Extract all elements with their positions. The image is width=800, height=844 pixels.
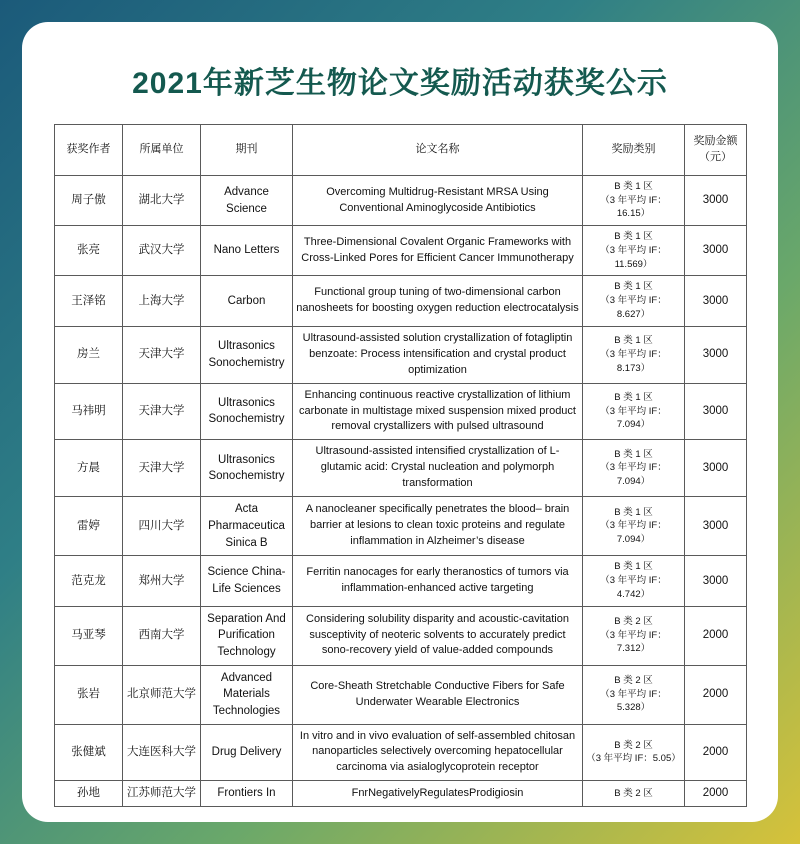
award-type-class: B 类 2 区 bbox=[614, 615, 653, 627]
cell-unit: 武汉大学 bbox=[123, 226, 201, 276]
cell-award-type bbox=[583, 276, 685, 326]
cell-author: 孙地 bbox=[55, 781, 123, 807]
cell-paper: FnrNegativelyRegulatesProdigiosin bbox=[293, 781, 583, 807]
table-row bbox=[55, 175, 747, 225]
cell-amount: 2000 bbox=[685, 724, 747, 781]
cell-journal: Ultrasonics Sonochemistry bbox=[201, 440, 293, 497]
award-type-impact-factor: （3 年平均 IF：5.328） bbox=[600, 688, 667, 714]
cell-author: 张健斌 bbox=[55, 724, 123, 781]
cell-journal: Separation And Purification Technology bbox=[201, 606, 293, 665]
cell-author: 方晨 bbox=[55, 440, 123, 497]
column-header-amount bbox=[685, 125, 747, 176]
award-table bbox=[54, 124, 747, 807]
cell-unit: 郑州大学 bbox=[123, 556, 201, 606]
column-header-paper: 论文名称 bbox=[293, 125, 583, 176]
cell-award-type bbox=[583, 665, 685, 724]
cell-paper: Functional group tuning of two-dimensional carbon nanosheets for boosting oxygen reduction electrocatalysis bbox=[293, 276, 583, 326]
cell-paper: Core-Sheath Stretchable Conductive Fibers for Safe Underwater Wearable Electronics bbox=[293, 665, 583, 724]
cell-award-type bbox=[583, 556, 685, 606]
cell-journal: Acta Pharmaceutica Sinica B bbox=[201, 497, 293, 556]
cell-award-type bbox=[583, 326, 685, 383]
column-header-type: 奖励类别 bbox=[583, 125, 685, 176]
cell-amount: 3000 bbox=[685, 440, 747, 497]
cell-unit: 西南大学 bbox=[123, 606, 201, 665]
cell-award-type bbox=[583, 606, 685, 665]
cell-award-type bbox=[583, 226, 685, 276]
award-type-impact-factor: （3 年平均 IF：7.094） bbox=[600, 405, 667, 431]
cell-paper: A nanocleaner specifically penetrates the blood– brain barrier at lesions to clean toxic proteins and regulate inflammation in Alzheimer’s disease bbox=[293, 497, 583, 556]
table-row bbox=[55, 276, 747, 326]
table-row bbox=[55, 724, 747, 781]
table-row bbox=[55, 556, 747, 606]
page-title: 2021年新芝生物论文奖励活动获奖公示 bbox=[132, 67, 668, 100]
column-header-journal: 期刊 bbox=[201, 125, 293, 176]
award-type-class: B 类 1 区 bbox=[614, 180, 653, 192]
cell-award-type bbox=[583, 175, 685, 225]
cell-paper: Considering solubility disparity and acoustic-cavitation susceptivity of neoteric solvents to accurately predict sono-recovery yield of value-added compounds bbox=[293, 606, 583, 665]
cell-paper: Enhancing continuous reactive crystallization of lithium carbonate in multistage mixed suspension mixed product removal crystallizers with pulsed ultrasound bbox=[293, 383, 583, 440]
award-type-impact-factor: （3 年平均 IF：11.569） bbox=[600, 244, 667, 270]
award-type-class: B 类 1 区 bbox=[614, 561, 653, 573]
award-type-impact-factor: （3 年平均 IF：8.627） bbox=[600, 295, 667, 320]
award-type-impact-factor: （3 年平均 IF：8.173） bbox=[600, 348, 667, 374]
cell-paper: Ferritin nanocages for early theranostics of tumors via inflammation-enhanced active targeting bbox=[293, 556, 583, 606]
cell-journal: Ultrasonics Sonochemistry bbox=[201, 326, 293, 383]
award-type-class: B 类 1 区 bbox=[614, 335, 653, 347]
table-row bbox=[55, 383, 747, 440]
cell-paper: In vitro and in vivo evaluation of self-assembled chitosan nanoparticles selectively overcoming hepatocellular carcinoma via asialoglycoprotein receptor bbox=[293, 724, 583, 781]
column-header-amount-line2: （元） bbox=[699, 150, 732, 163]
cell-journal: Frontiers In bbox=[201, 781, 293, 807]
cell-journal: Drug Delivery bbox=[201, 724, 293, 781]
cell-author: 张亮 bbox=[55, 226, 123, 276]
cell-journal: Advanced Materials Technologies bbox=[201, 665, 293, 724]
cell-amount: 3000 bbox=[685, 556, 747, 606]
cell-award-type bbox=[583, 440, 685, 497]
award-type-impact-factor: （3 年平均 IF：7.312） bbox=[600, 629, 667, 655]
cell-amount: 2000 bbox=[685, 606, 747, 665]
award-type-class: B 类 1 区 bbox=[614, 281, 653, 293]
cell-amount: 3000 bbox=[685, 226, 747, 276]
cell-author: 雷婷 bbox=[55, 497, 123, 556]
cell-unit: 上海大学 bbox=[123, 276, 201, 326]
award-type-class: B 类 2 区 bbox=[614, 739, 653, 751]
column-header-unit: 所属单位 bbox=[123, 125, 201, 176]
award-type-class: B 类 1 区 bbox=[614, 391, 653, 403]
cell-author: 马祎明 bbox=[55, 383, 123, 440]
cell-journal: Nano Letters bbox=[201, 226, 293, 276]
award-type-impact-factor: （3 年平均 IF：4.742） bbox=[600, 574, 667, 600]
cell-author: 王泽铭 bbox=[55, 276, 123, 326]
cell-unit: 北京师范大学 bbox=[123, 665, 201, 724]
cell-amount: 2000 bbox=[685, 781, 747, 807]
award-type-class: B 类 1 区 bbox=[614, 506, 653, 518]
cell-paper: Ultrasound-assisted solution crystallization of fotagliptin benzoate: Process intensification and crystal product optimization bbox=[293, 326, 583, 383]
cell-journal: Ultrasonics Sonochemistry bbox=[201, 383, 293, 440]
table-row bbox=[55, 226, 747, 276]
table-row bbox=[55, 326, 747, 383]
award-type-class: B 类 1 区 bbox=[614, 448, 653, 460]
table-container bbox=[22, 124, 778, 807]
cell-paper: Three-Dimensional Covalent Organic Frameworks with Cross-Linked Pores for Efficient Cancer Immunotherapy bbox=[293, 226, 583, 276]
cell-unit: 大连医科大学 bbox=[123, 724, 201, 781]
cell-award-type bbox=[583, 724, 685, 781]
table-body bbox=[55, 175, 747, 806]
award-type-impact-factor: （3 年平均 IF：5.05） bbox=[586, 753, 681, 765]
cell-author: 范克龙 bbox=[55, 556, 123, 606]
cell-unit: 江苏师范大学 bbox=[123, 781, 201, 807]
cell-author: 房兰 bbox=[55, 326, 123, 383]
cell-award-type bbox=[583, 497, 685, 556]
cell-unit: 湖北大学 bbox=[123, 175, 201, 225]
cell-paper: Overcoming Multidrug-Resistant MRSA Using Conventional Aminoglycoside Antibiotics bbox=[293, 175, 583, 225]
cell-amount: 3000 bbox=[685, 326, 747, 383]
cell-journal: Science China-Life Sciences bbox=[201, 556, 293, 606]
table-header-row bbox=[55, 125, 747, 176]
award-type-impact-factor: （3 年平均 IF：7.094） bbox=[600, 462, 667, 488]
cell-paper: Ultrasound-assisted intensified crystallization of L-glutamic acid: Crystal nucleation and polymorph transformation bbox=[293, 440, 583, 497]
cell-amount: 3000 bbox=[685, 175, 747, 225]
cell-author: 马亚琴 bbox=[55, 606, 123, 665]
cell-amount: 3000 bbox=[685, 497, 747, 556]
award-type-impact-factor: （3 年平均 IF：16.15） bbox=[600, 194, 667, 220]
cell-unit: 天津大学 bbox=[123, 440, 201, 497]
cell-author: 周子傲 bbox=[55, 175, 123, 225]
document-card bbox=[22, 22, 778, 822]
award-type-class: B 类 2 区 bbox=[614, 674, 653, 686]
table-row bbox=[55, 665, 747, 724]
award-type-impact-factor: （3 年平均 IF：7.094） bbox=[600, 520, 667, 546]
cell-unit: 天津大学 bbox=[123, 383, 201, 440]
cell-award-type bbox=[583, 781, 685, 807]
cell-unit: 天津大学 bbox=[123, 326, 201, 383]
cell-journal: Advance Science bbox=[201, 175, 293, 225]
cell-author: 张岩 bbox=[55, 665, 123, 724]
cell-journal: Carbon bbox=[201, 276, 293, 326]
cell-unit: 四川大学 bbox=[123, 497, 201, 556]
award-type-class: B 类 2 区 bbox=[614, 787, 653, 799]
table-row bbox=[55, 781, 747, 807]
table-row bbox=[55, 606, 747, 665]
cell-amount: 3000 bbox=[685, 276, 747, 326]
column-header-author: 获奖作者 bbox=[55, 125, 123, 176]
cell-amount: 2000 bbox=[685, 665, 747, 724]
table-row bbox=[55, 497, 747, 556]
table-row bbox=[55, 440, 747, 497]
table-header bbox=[55, 125, 747, 176]
column-header-amount-line1: 奖励金额 bbox=[693, 135, 738, 147]
cell-award-type bbox=[583, 383, 685, 440]
award-type-class: B 类 1 区 bbox=[614, 231, 653, 243]
cell-amount: 3000 bbox=[685, 383, 747, 440]
